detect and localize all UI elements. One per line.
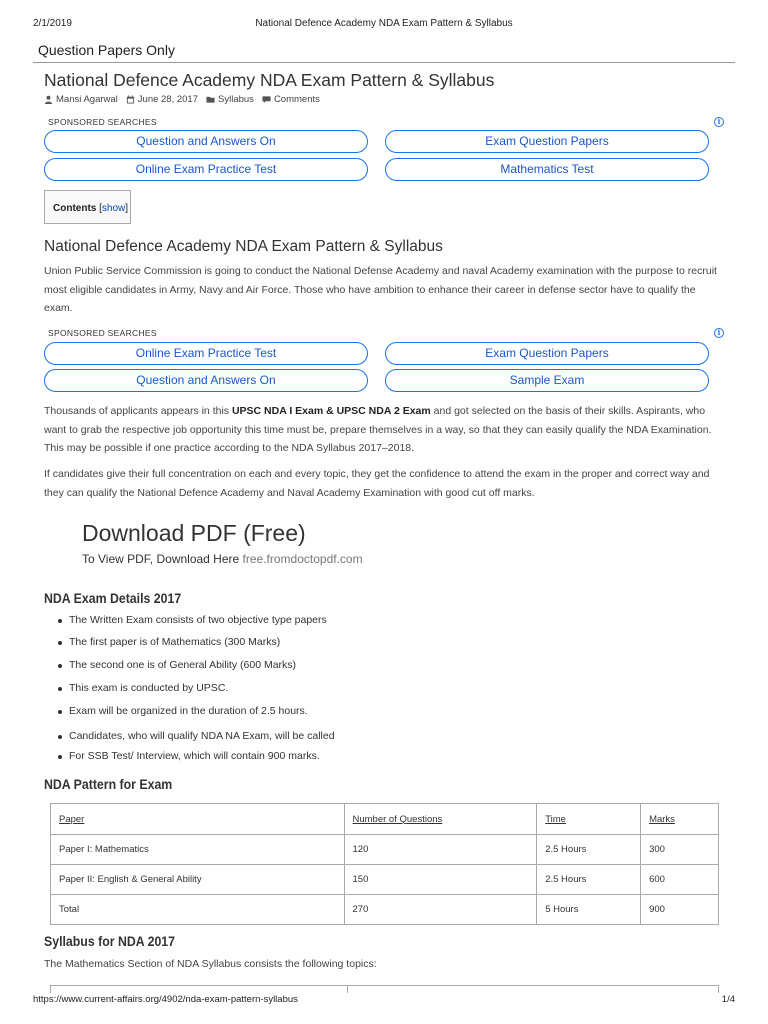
ad-button[interactable]: Exam Question Papers <box>385 342 709 365</box>
exam-name-bold: UPSC NDA I Exam & UPSC NDA 2 Exam <box>231 405 431 417</box>
author[interactable] <box>44 94 118 105</box>
syllabus-intro: The Mathematics Section of NDA Syllabus consists the following topics: <box>44 958 377 970</box>
info-icon[interactable]: i <box>714 117 724 127</box>
concentration-paragraph: If candidates give their full concentration on each and every topic, they get the confidence to attend the exam in the proper and correct way and they can qualify the National Defence Academy and Naval Academy Examination with good cut off marks. <box>44 468 710 499</box>
table-row <box>51 865 719 895</box>
section-heading: National Defence Academy NDA Exam Pattern & Syllabus <box>44 238 443 255</box>
table-header-row <box>51 804 719 835</box>
post-category[interactable] <box>206 94 254 105</box>
comment-icon <box>262 95 271 104</box>
list-item: The second one is of General Ability (600 Marks) <box>58 659 296 671</box>
download-domain: free.fromdoctopdf.com <box>242 552 363 566</box>
post-meta <box>44 94 320 105</box>
toc-label: Contents <box>53 203 97 214</box>
post-title: National Defence Academy NDA Exam Pattern & Syllabus <box>44 70 495 90</box>
table-cell: 2.5 Hours <box>537 835 641 865</box>
list-item: This exam is conducted by UPSC. <box>58 682 228 694</box>
table-cell: 900 <box>641 895 719 925</box>
post-comments[interactable] <box>262 94 320 105</box>
list-item: The Written Exam consists of two objective type papers <box>58 614 327 626</box>
toc-box: Contents [show] <box>44 190 131 224</box>
table-cell: 2.5 Hours <box>537 865 641 895</box>
print-title: National Defence Academy NDA Exam Pattern & Syllabus <box>255 18 513 29</box>
table-cell: Total <box>51 895 345 925</box>
post-date-text: June 28, 2017 <box>137 94 199 105</box>
syllabus-table-top <box>50 985 719 993</box>
table-cell: Paper II: English & General Ability <box>51 865 345 895</box>
table-cell: 270 <box>344 895 537 925</box>
table-cell: 300 <box>641 835 719 865</box>
pattern-heading: NDA Pattern for Exam <box>44 776 173 792</box>
toc-show-link[interactable]: show <box>101 203 126 214</box>
ad-button[interactable]: Question and Answers On <box>44 369 368 392</box>
list-item: The first paper is of Mathematics (300 Marks) <box>58 636 280 648</box>
list-item: Exam will be organized in the duration of 2.5 hours. <box>58 705 308 717</box>
details-heading: NDA Exam Details 2017 <box>44 590 182 606</box>
header-divider <box>33 62 735 63</box>
list-item: Candidates, who will qualify NDA NA Exam, will be called <box>58 730 335 742</box>
post-comments-text: Comments <box>273 94 320 105</box>
author-name: Mansi Agarwal <box>56 94 118 105</box>
applicants-paragraph: Thousands of applicants appears in this UPSC NDA I Exam & UPSC NDA 2 Exam and got selected on the basis of their skills. Aspirants, who want to grab the respective job opportunity this time must be, prepare themselves in a way, so that they can easily qualify the NDA Examination. This may be possible if one practice according to the NDA Syllabus 2017–2018. <box>44 405 712 454</box>
print-date: 2/1/2019 <box>33 18 72 29</box>
table-row <box>51 895 719 925</box>
table-header: Number of Questions <box>352 813 443 825</box>
table-header: Paper <box>59 813 85 825</box>
download-subtitle[interactable]: To View PDF, Download Here free.fromdoctopdf.com <box>82 552 363 566</box>
intro-paragraph: Union Public Service Commission is going to conduct the National Defense Academy and naval Academy examination with the purpose to recruit most eligible candidates in Army, Navy and Air Force. Those who have ambition to enhance their career in defense sector have to qualify the exam. <box>44 265 717 314</box>
ad-button[interactable]: Online Exam Practice Test <box>44 158 368 181</box>
table-cell: 600 <box>641 865 719 895</box>
list-item: For SSB Test/ Interview, which will contain 900 marks. <box>58 750 320 762</box>
syllabus-heading: Syllabus for NDA 2017 <box>44 933 176 949</box>
site-name[interactable]: Question Papers Only <box>38 42 175 58</box>
table-header: Time <box>545 813 566 825</box>
post-date <box>126 94 198 105</box>
user-icon <box>44 95 53 104</box>
ad-button[interactable]: Mathematics Test <box>385 158 709 181</box>
ad-button[interactable]: Sample Exam <box>385 369 709 392</box>
sponsored-label: SPONSORED SEARCHES <box>48 328 157 338</box>
info-icon[interactable]: i <box>714 328 724 338</box>
print-url: https://www.current-affairs.org/4902/nda-exam-pattern-syllabus <box>33 994 298 1005</box>
pattern-table <box>50 803 719 925</box>
table-header: Marks <box>649 813 675 825</box>
sponsored-label: SPONSORED SEARCHES <box>48 117 157 127</box>
table-cell: 150 <box>344 865 537 895</box>
table-cell: 120 <box>344 835 537 865</box>
post-category-text: Syllabus <box>218 94 254 105</box>
download-title[interactable]: Download PDF (Free) <box>82 520 306 546</box>
print-page-number: 1/4 <box>721 994 735 1005</box>
calendar-icon <box>126 95 135 104</box>
ad-button[interactable]: Question and Answers On <box>44 130 368 153</box>
folder-icon <box>206 95 215 104</box>
ad-button[interactable]: Online Exam Practice Test <box>44 342 368 365</box>
table-row <box>51 835 719 865</box>
table-cell: Paper I: Mathematics <box>51 835 345 865</box>
table-cell: 5 Hours <box>537 895 641 925</box>
ad-button[interactable]: Exam Question Papers <box>385 130 709 153</box>
